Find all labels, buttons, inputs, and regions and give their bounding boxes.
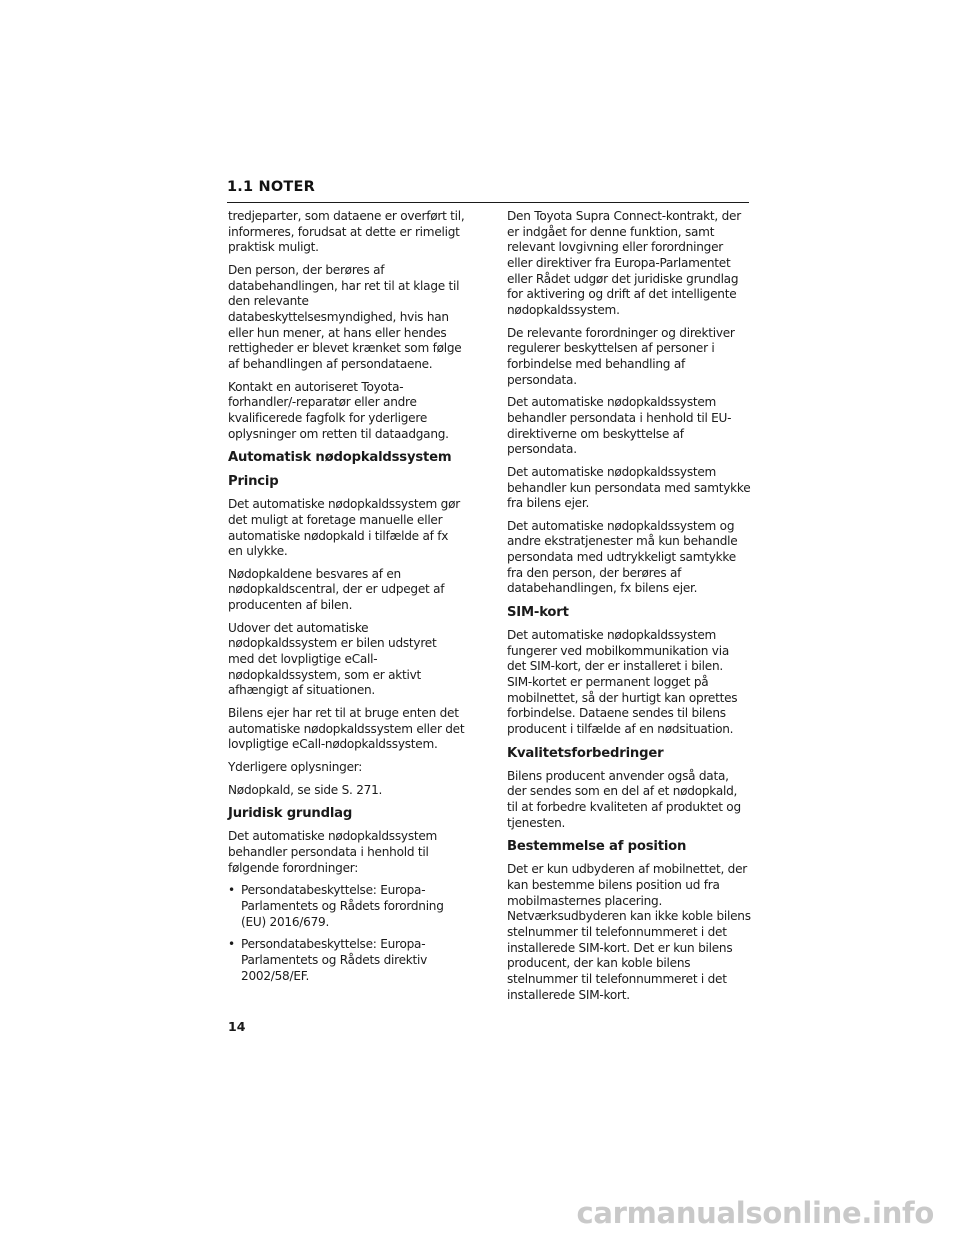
watermark-text: carmanualsonline.info — [576, 1196, 934, 1230]
bullet-dot-icon: • — [228, 883, 235, 898]
heading-juridisk-grundlag: Juridisk grundlag — [228, 806, 353, 822]
bullet-item — [228, 937, 466, 984]
bullet-item — [228, 883, 466, 930]
paragraph: Den person, der berøres af databehandlingen, har ret til at klage til den relevante databeskyttelsesmyndighed, hvis han eller hun mener, at hans eller hendes rettigheder er blevet krænket som følge af behandlingen af persondataene. — [228, 262, 462, 371]
bullet-text: Persondatabeskyttelse: Europa-Parlamentets og Rådets direktiv 2002/58/EF. — [241, 937, 428, 983]
heading-kvalitetsforbedringer: Kvalitetsforbedringer — [507, 745, 664, 761]
heading-automatisk-nodopkaldssystem: Automatisk nødopkaldssystem — [228, 450, 452, 466]
heading-bestemmelse-af-position: Bestemmelse af position — [507, 839, 687, 855]
paragraph: Det automatiske nødopkaldssystem behandler kun persondata med samtykke fra bilens ejer. — [507, 464, 751, 511]
section-title: 1.1 NOTER — [227, 179, 315, 195]
paragraph: Nødopkaldene besvares af en nødopkaldscentral, der er udpeget af producenten af bilen. — [228, 566, 445, 613]
bullet-text: Persondatabeskyttelse: Europa-Parlamentets og Rådets forordning (EU) 2016/679. — [241, 883, 444, 929]
heading-sim-kort: SIM-kort — [507, 605, 569, 621]
paragraph: Bilens producent anvender også data, der sendes som en del af et nødopkald, til at forbedre kvaliteten af produktet og tjenesten. — [507, 768, 741, 830]
paragraph: Kontakt en autoriseret Toyota-forhandler/-reparatør eller andre kvalificerede fagfolk for yderligere oplysninger om retten til dataadgang. — [228, 379, 449, 441]
paragraph: Det automatiske nødopkaldssystem og andre ekstratjenester må kun behandle persondata med udtrykkeligt samtykke fra den person, der berøres af databehandlingen, fx bilens ejer. — [507, 518, 738, 596]
paragraph: Det er kun udbyderen af mobilnettet, der kan bestemme bilens position ud fra mobilmasternes placering. Netværksudbyderen kan ikke koble bilens stelnummer til telefonnummeret i det installerede SIM-kort. Det er kun bilens producent, der kan koble bilens stelnummer til telefonnummeret i det installerede SIM-kort. — [507, 862, 751, 1002]
paragraph: De relevante forordninger og direktiver regulerer beskyttelsen af personer i forbindelse med behandling af persondata. — [507, 325, 735, 387]
right-column — [507, 209, 751, 1010]
paragraph: Udover det automatiske nødopkaldssystem er bilen udstyret med det lovpligtige eCall-nødopkaldssystem, som er aktivt afhængigt af situationen. — [228, 620, 437, 698]
paragraph: Det automatiske nødopkaldssystem gør det muligt at foretage manuelle eller automatiske nødopkald i tilfælde af fx en ulykke. — [228, 497, 460, 559]
paragraph: Det automatiske nødopkaldssystem behandler persondata i henhold til følgende forordninger: — [228, 829, 438, 875]
left-column — [228, 209, 466, 991]
paragraph: Nødopkald, se side S. 271. — [228, 782, 383, 797]
heading-princip: Princip — [228, 474, 279, 490]
paragraph: Den Toyota Supra Connect-kontrakt, der er indgået for denne funktion, samt relevant lovgivning eller forordninger eller direktiver fra Europa-Parlamentet eller Rådet udgør det juridiske grundlag for aktivering og drift af det intelligente nødopkaldssystem. — [507, 209, 741, 317]
paragraph: tredjeparter, som dataene er overført til, informeres, forudsat at dette er rimeligt praktisk muligt. — [228, 209, 465, 255]
paragraph: Det automatiske nødopkaldssystem fungerer ved mobilkommunikation via det SIM-kort, der er installeret i bilen. SIM-kortet er permanent logget på mobilnettet, så der hurtigt kan oprettes forbindelse. Dataene sendes til bilens producent i tilfælde af en nødsituation. — [507, 628, 738, 737]
bullet-list — [228, 883, 466, 984]
paragraph: Bilens ejer har ret til at bruge enten det automatiske nødopkaldssystem eller det lovpligtige eCall-nødopkaldssystem. — [228, 706, 465, 752]
bullet-dot-icon: • — [228, 937, 235, 952]
paragraph: Det automatiske nødopkaldssystem behandler persondata i henhold til EU-direktiverne om beskyttelse af persondata. — [507, 395, 732, 457]
section-header — [227, 178, 749, 203]
page-number: 14 — [228, 1019, 246, 1034]
paragraph: Yderligere oplysninger: — [228, 760, 363, 775]
